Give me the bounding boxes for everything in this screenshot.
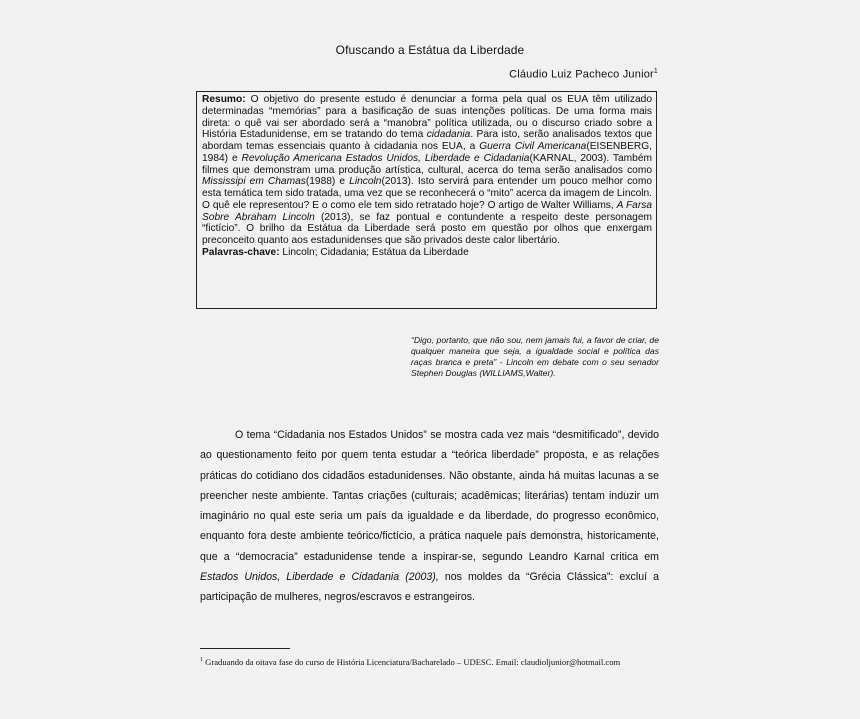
abstract-text [202, 94, 652, 247]
abstract-italic: Guerra Civil Americana [479, 141, 587, 152]
abstract-italic: cidadania [426, 129, 471, 141]
abstract-segment: (EISENBERG, 1984) e [202, 141, 652, 164]
abstract-italic: Lincoln [349, 176, 382, 188]
abstract-segment: O objetivo do presente estudo é denunciar a forma pela qual os EUA têm utilizado determinadas “memórias” para a basificação de suas intenções políticas. De uma forma mais direta: o quê vai ser abordado será a “manobra” política utilizada, ou o discurso criado sobre a História Estadunidense, em se tratando do tema [202, 94, 652, 141]
paper-title: Ofuscando a Estátua da Liberdade [335, 43, 525, 57]
abstract-segment: (KARNAL, 2003). Também filmes que demonstram uma produção artística, cultural, acerca do tema serão analisados como [202, 152, 652, 176]
footnote-mark: 1 [200, 657, 203, 663]
abstract-segment: (1988) e [305, 176, 350, 188]
abstract-italic: A Farsa Sobre Abraham Lincoln [202, 199, 652, 223]
abstract-segment: (2013). Isto servirá para entender um pouco melhor como esta temática tem sido tratada, uma vez que se reconhecerá o “mito” acerca da imagem de Lincoln. O quê ele representou? E o como ele tem sido retratado hoje? O artigo de Walter Williams, [202, 176, 653, 211]
author-line [509, 68, 658, 81]
body-segment: O tema “Cidadania nos Estados Unidos” se mostra cada vez mais “desmitificado”, devido ao questionamento feito por quem tenta estudar a “teórica liberdade” proposta, e as relações práticas do cotidiano dos cidadãos estadunidenses. Não obstante, ainda há muitas lacunas a se preencher neste ambiente. Tantas criações (culturais; acadêmicas; literárias) tentam induzir um imaginário no qual este seria um país da igualdade e da liberdade, do progresso econômico, enquanto fora deste ambiente teórico/fictício, a prática naquele país demonstra, historicamente, que a “democracia” estadunidense tende a inspirar-se, segundo Leandro Karnal critica em [200, 429, 659, 563]
body-italic: Estados Unidos, Liberdade e Cidadania (2003), [200, 571, 439, 584]
abstract-italic: Mississipi em Chamas [202, 176, 306, 188]
author-name: Cláudio Luiz Pacheco Junior [509, 68, 654, 81]
body-text [200, 425, 659, 608]
abstract-box [196, 91, 657, 309]
keywords-line [202, 247, 652, 259]
abstract-label: Resumo: [202, 94, 246, 105]
epigraph-quote: “Digo, portanto, que não sou, nem jamais fui, a favor de criar, de qualquer maneira que seja, a igualdade social e política das raças branca e preta” - Lincoln em debate com o seu senador Stephen Douglas (WILLIAMS,Walter). [411, 335, 659, 378]
body-segment: nos moldes da “Grécia Clássica”: excluí a participação de mulheres, negros/escravos e estrangeiros. [200, 571, 659, 604]
abstract-segment: . Para isto, serão analisados textos que abordam temas essenciais quanto à cidadania nos EUA, a [202, 129, 653, 152]
footnote [200, 655, 659, 668]
author-footnote-mark: 1 [653, 68, 658, 75]
keywords-label: Palavras-chave: [202, 246, 280, 258]
body-paragraph [200, 425, 659, 608]
footnote-text: Graduando da oitava fase do curso de História Licenciatura/Bacharelado – UDESC. Email: claudioljunior@hotmail.com [203, 656, 621, 667]
footnote-divider [200, 648, 290, 649]
abstract-italic: Revolução Americana Estados Unidos, Liberdade e Cidadania [241, 152, 530, 164]
abstract-segment: (2013), se faz pontual e contundente a respeito deste personagem “fictício”. O brilho da Estátua da Liberdade será posto em questão por olhos que enxergam preconceito quanto aos estadunidenses que são privados deste calor libertário. [202, 211, 652, 246]
keywords-list: Lincoln; Cidadania; Estátua da Liberdade [279, 246, 469, 258]
